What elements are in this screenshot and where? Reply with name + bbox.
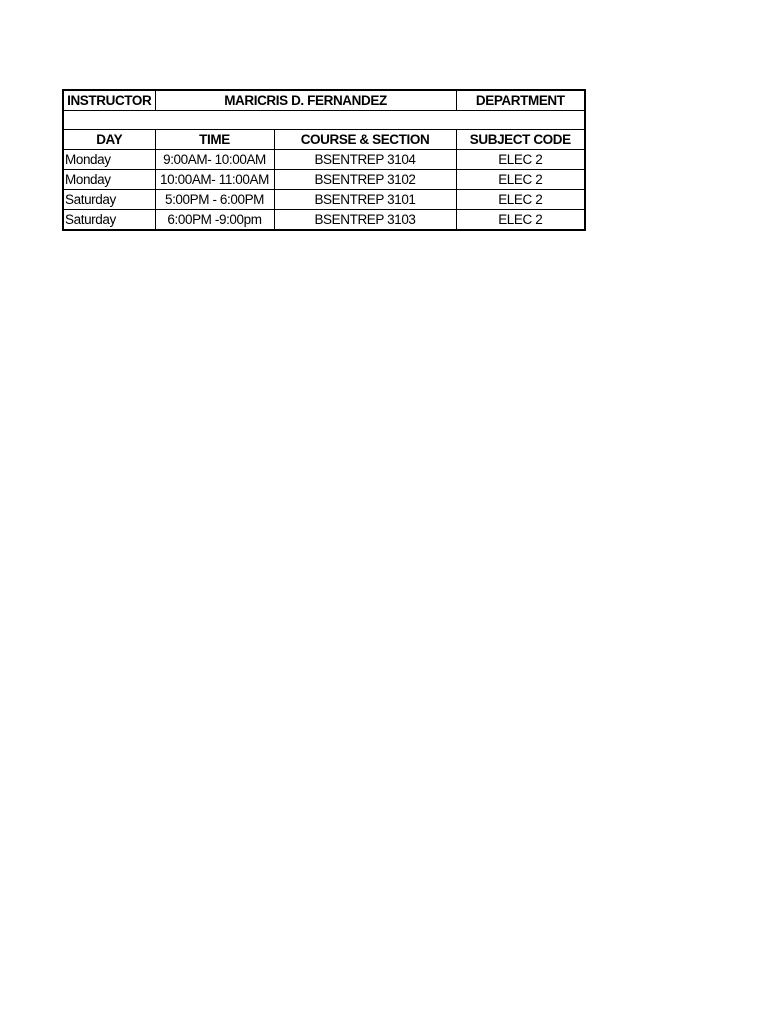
cell-course: BSENTREP 3102 — [274, 170, 456, 190]
spacer-row — [63, 111, 585, 130]
column-header-subject: SUBJECT CODE — [456, 130, 585, 150]
cell-time: 10:00AM- 11:00AM — [155, 170, 274, 190]
cell-course: BSENTREP 3101 — [274, 190, 456, 210]
schedule-table — [62, 89, 586, 231]
cell-day: Monday — [63, 150, 155, 170]
cell-time: 9:00AM- 10:00AM — [155, 150, 274, 170]
cell-day: Monday — [63, 170, 155, 190]
spacer-cell — [63, 111, 585, 130]
department-label: DEPARTMENT — [456, 90, 585, 111]
column-header-day: DAY — [63, 130, 155, 150]
column-header-course: COURSE & SECTION — [274, 130, 456, 150]
instructor-label: INSTRUCTOR — [63, 90, 155, 111]
cell-time: 6:00PM -9:00pm — [155, 210, 274, 231]
cell-subject: ELEC 2 — [456, 150, 585, 170]
table-row — [63, 190, 585, 210]
table-row — [63, 170, 585, 190]
cell-course: BSENTREP 3103 — [274, 210, 456, 231]
table-row — [63, 210, 585, 231]
cell-day: Saturday — [63, 210, 155, 231]
cell-course: BSENTREP 3104 — [274, 150, 456, 170]
cell-subject: ELEC 2 — [456, 170, 585, 190]
cell-subject: ELEC 2 — [456, 210, 585, 231]
column-header-time: TIME — [155, 130, 274, 150]
cell-subject: ELEC 2 — [456, 190, 585, 210]
instructor-name: MARICRIS D. FERNANDEZ — [155, 90, 456, 111]
table-row — [63, 150, 585, 170]
column-header-row — [63, 130, 585, 150]
cell-time: 5:00PM - 6:00PM — [155, 190, 274, 210]
cell-day: Saturday — [63, 190, 155, 210]
instructor-row — [63, 90, 585, 111]
